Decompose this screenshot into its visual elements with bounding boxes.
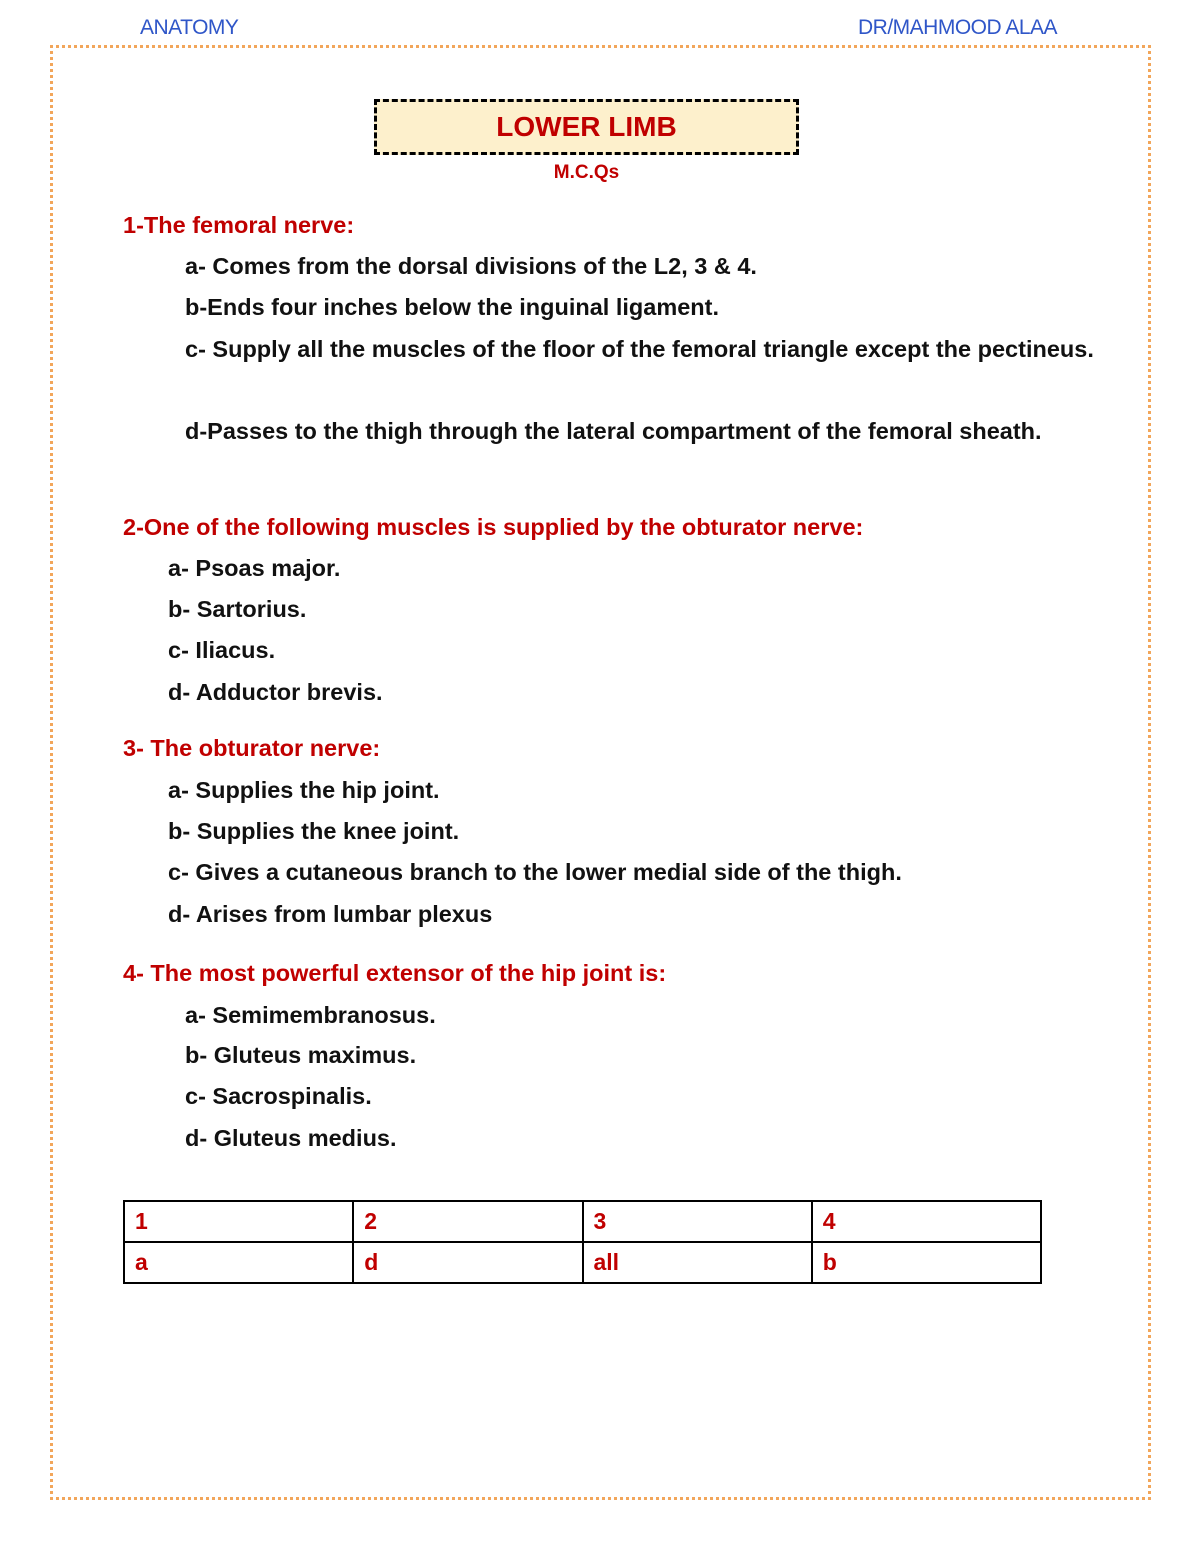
question-title: 2-One of the following muscles is supplied by the obturator nerve: [123,514,864,540]
question-option: a- Psoas major. [168,555,341,581]
question-option: d-Passes to the thigh through the lateral compartment of the femoral sheath. [185,418,1042,444]
question-option: a- Supplies the hip joint. [168,777,440,803]
question-option: b- Gluteus maximus. [185,1042,417,1068]
answer-key-cell: b [812,1242,1041,1283]
question-option: a- Semimembranosus. [185,1002,436,1028]
header-subject: ANATOMY [140,16,239,39]
question-option: b-Ends four inches below the inguinal ligament. [185,294,720,320]
answer-key-row [124,1242,1041,1283]
answer-number-cell: 1 [124,1201,353,1242]
answer-key-table [123,1200,1042,1284]
question-option: a- Comes from the dorsal divisions of the L2, 3 & 4. [185,253,757,279]
question-option: b- Supplies the knee joint. [168,818,460,844]
page-title: LOWER LIMB [374,99,799,155]
question-option: c- Supply all the muscles of the floor of the femoral triangle except the pectineus. [185,336,1094,362]
question-option: c- Sacrospinalis. [185,1083,372,1109]
answer-key-cell: d [353,1242,582,1283]
answer-number-cell: 3 [583,1201,812,1242]
question-option: c- Gives a cutaneous branch to the lower medial side of the thigh. [168,859,902,885]
question-option: d- Arises from lumbar plexus [168,901,493,927]
question-title: 4- The most powerful extensor of the hip joint is: [123,960,667,986]
answer-number-cell: 4 [812,1201,1041,1242]
question-title: 3- The obturator nerve: [123,735,381,761]
header-author: DR/MAHMOOD ALAA [858,16,1058,39]
question-title: 1-The femoral nerve: [123,212,355,238]
answer-number-row [124,1201,1041,1242]
question-option: d- Gluteus medius. [185,1125,397,1151]
page-subtitle: M.C.Qs [553,162,620,183]
question-option: c- Iliacus. [168,637,276,663]
answer-key-cell: a [124,1242,353,1283]
answer-key-cell: all [583,1242,812,1283]
answer-number-cell: 2 [353,1201,582,1242]
question-option: d- Adductor brevis. [168,679,383,705]
question-option: b- Sartorius. [168,596,307,622]
